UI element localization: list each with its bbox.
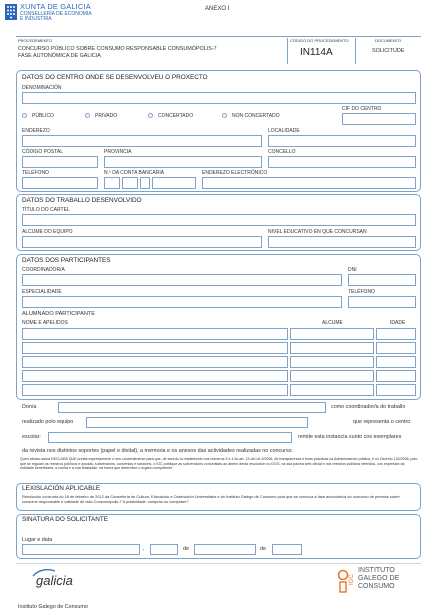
nivel-educativo-field[interactable] [268, 236, 416, 248]
legislation-text: Resolución conxunta do 16 de febreiro de 2012 da Consellería de Cultura, Educación e Ordenación Universitaria e do Instituto Galego de Consumo pola que se convoca a fase autonómica do concurso de premios sobre consumo responsable e calidade de vida Consumópolis-7 A publicidade: compras ou comprase? [22, 494, 400, 504]
annex-label: ANEXO I [205, 6, 230, 12]
alcume-equipo-label: ALCUME DO EQUIPO [22, 229, 73, 235]
procedure-label: PROCEDEMENTO [18, 38, 53, 43]
doc-separator [355, 38, 356, 64]
dept-line2: E INDUSTRIA [20, 16, 52, 22]
igc-logo-icon [337, 569, 349, 594]
lugar-field[interactable] [22, 544, 140, 555]
de-label-1: de [183, 546, 189, 552]
remite-text: remite esta instancia xunto cos exemplares [298, 434, 402, 440]
cif-label: CIF DO CENTRO [342, 106, 382, 112]
coordinador-label: COORDINADOR/A [22, 267, 65, 273]
enderezo-field[interactable] [22, 135, 262, 147]
radio-publico-label: PÚBLICO [32, 113, 54, 119]
especialidade-field[interactable] [22, 296, 342, 308]
code-separator [287, 38, 288, 64]
conta-bancaria-field-3[interactable] [140, 177, 150, 189]
radio-privado-label: PRIVADO [95, 113, 118, 119]
concello-label: CONCELLO [268, 149, 296, 155]
coord-text: como coordinador/a do traballo [331, 404, 406, 410]
nivel-educativo-label: NIVEL EDUCATIVO EN QUE CONCURSAN [268, 229, 367, 235]
student-age-field[interactable] [376, 328, 416, 340]
conta-bancaria-field-2[interactable] [122, 177, 138, 189]
code-label: CÓDIGO DO PROCEDEMENTO [290, 38, 349, 43]
students-title: ALUMNADO PARTICIPANTE [22, 311, 96, 317]
col-age-header: IDADE [390, 320, 406, 326]
radio-non-concertado[interactable] [222, 113, 227, 118]
consent-fine-print: Quen abaixo asina DECLARA QUE presta expresamente o seu consentimento para que, de acordo co establecido nos números 3 e 4 do art. 13 da Lei 4/2006, de transparencia e boas prácticas na Administración pública, e no Decreto 132/2006, polo que se regulan os rexistros públicos e axudas, subvencións, convenios e sancións, o IGC publique as subvencións concedidas ao abeiro desta resolución no DOG, na súa páxina web oficial e nos rexistros públicos referidos, con expresión da entidade beneficiaria, a contía e a súa finalidade, na forma que determine o órgano competente. [20, 457, 418, 471]
realizado-field[interactable] [86, 417, 308, 428]
month-field[interactable] [194, 544, 256, 555]
especialidade-label: ESPECIALIDADE [22, 289, 62, 295]
localidade-field[interactable] [268, 135, 416, 147]
student-name-field[interactable] [22, 328, 288, 340]
student-alias-field[interactable] [290, 328, 374, 340]
radio-concertado-label: CONCERTADO [158, 113, 194, 119]
represents-text: que representa o centro [353, 419, 411, 425]
legislation-title: LEXISLACIÓN APLICABLE [22, 485, 101, 492]
work-section-title: DATOS DO TRABALLO DESENVOLVIDO [22, 197, 142, 204]
igc-abbr-text: IGC [349, 574, 355, 585]
radio-concertado[interactable] [148, 113, 153, 118]
radio-privado[interactable] [85, 113, 90, 118]
igc-line2: GALEGO DE [358, 575, 400, 582]
document-value: SOLICITUDE [372, 48, 405, 54]
cif-field[interactable] [342, 113, 416, 125]
student-name-field[interactable] [22, 384, 288, 396]
coordinador-telefono-label: TELÉFONO [348, 289, 375, 295]
radio-non-concertado-label: NON CONCERTADO [232, 113, 280, 119]
footer-divider [16, 563, 421, 564]
enderezo-label: ENDEREZO [22, 128, 50, 134]
coordinador-field[interactable] [22, 274, 342, 286]
day-field[interactable] [150, 544, 178, 555]
comma-separator: , [143, 546, 145, 552]
footer-org-text: Instituto Galego de Consumo [18, 604, 88, 610]
procedure-text-1: CONCURSO PÚBLICO SOBRE CONSUMO RESPONSABLE CONSUMÓPOLIS-7 [18, 46, 217, 52]
procedure-divider [16, 36, 421, 37]
student-name-field[interactable] [22, 342, 288, 354]
xunta-logo-icon [5, 4, 17, 20]
dni-field[interactable] [348, 274, 416, 286]
student-age-field[interactable] [376, 342, 416, 354]
escolar-field[interactable] [48, 432, 292, 443]
escolar-label: escolar: [22, 434, 41, 440]
dni-label: DNI [348, 267, 357, 273]
student-age-field[interactable] [376, 356, 416, 368]
provincia-label: PROVINCIA [104, 149, 132, 155]
realizado-label: realizado polo equipo [22, 419, 74, 425]
student-name-field[interactable] [22, 356, 288, 368]
telefono-label: TELÉFONO [22, 170, 49, 176]
code-value: IN114A [300, 47, 333, 58]
telefono-field[interactable] [22, 177, 98, 189]
provincia-field[interactable] [104, 156, 262, 168]
igc-line3: CONSUMO [358, 583, 395, 590]
conta-bancaria-field-1[interactable] [104, 177, 120, 189]
email-field[interactable] [202, 177, 416, 189]
galicia-logo-text: galicia [36, 573, 73, 588]
student-alias-field[interactable] [290, 384, 374, 396]
coordinador-telefono-field[interactable] [348, 296, 416, 308]
dona-label: Don/a [22, 404, 37, 410]
dept-line1: CONSELLERÍA DE ECONOMÍA [20, 11, 92, 17]
declaration-final-text: da revista nos distintos soportes (papel e dixital), a memoria e os anexos das actividades realizadas no concurso. [22, 448, 294, 454]
email-label: ENDEREZO ELECTRÓNICO [202, 170, 268, 176]
de-label-2: de [260, 546, 266, 552]
concello-field[interactable] [268, 156, 416, 168]
center-section-title: DATOS DO CENTRO ONDE SE DESENVOLVEU O PROXECTO [22, 74, 208, 81]
document-label: DOCUMENTO [375, 38, 402, 43]
student-age-field[interactable] [376, 370, 416, 382]
titulo-cartel-field[interactable] [22, 214, 416, 226]
student-age-field[interactable] [376, 384, 416, 396]
lugar-data-label: Lugar e data [22, 537, 53, 543]
conta-bancaria-field-4[interactable] [152, 177, 196, 189]
titulo-cartel-label: TÍTULO DO CARTEL [22, 207, 70, 213]
org-name: XUNTA DE GALICIA [20, 2, 91, 11]
denominacion-label: DENOMINACIÓN [22, 85, 62, 91]
codigo-postal-label: CÓDIGO POSTAL [22, 149, 64, 155]
localidade-label: LOCALIDADE [268, 128, 300, 134]
col-name-header: NOME E APELIDOS [22, 320, 68, 326]
student-name-field[interactable] [22, 370, 288, 382]
igc-line1: INSTITUTO [358, 567, 395, 574]
alcume-equipo-field[interactable] [22, 236, 262, 248]
signature-title: SINATURA DO SOLICITANTE [22, 516, 109, 523]
procedure-text-2: FASE AUTONÓMICA DE GALICIA [18, 53, 101, 59]
conta-bancaria-label: N.º DA CONTA BANCARIA [104, 170, 165, 176]
dona-field[interactable] [58, 402, 326, 413]
participants-section-title: DATOS DOS PARTICIPANTES [22, 257, 111, 264]
student-alias-field[interactable] [290, 356, 374, 368]
col-alias-header: ALCUME [322, 320, 343, 326]
year-field[interactable] [272, 544, 302, 555]
denominacion-field[interactable] [22, 92, 416, 104]
student-alias-field[interactable] [290, 342, 374, 354]
codigo-postal-field[interactable] [22, 156, 98, 168]
student-alias-field[interactable] [290, 370, 374, 382]
radio-publico[interactable] [22, 113, 27, 118]
